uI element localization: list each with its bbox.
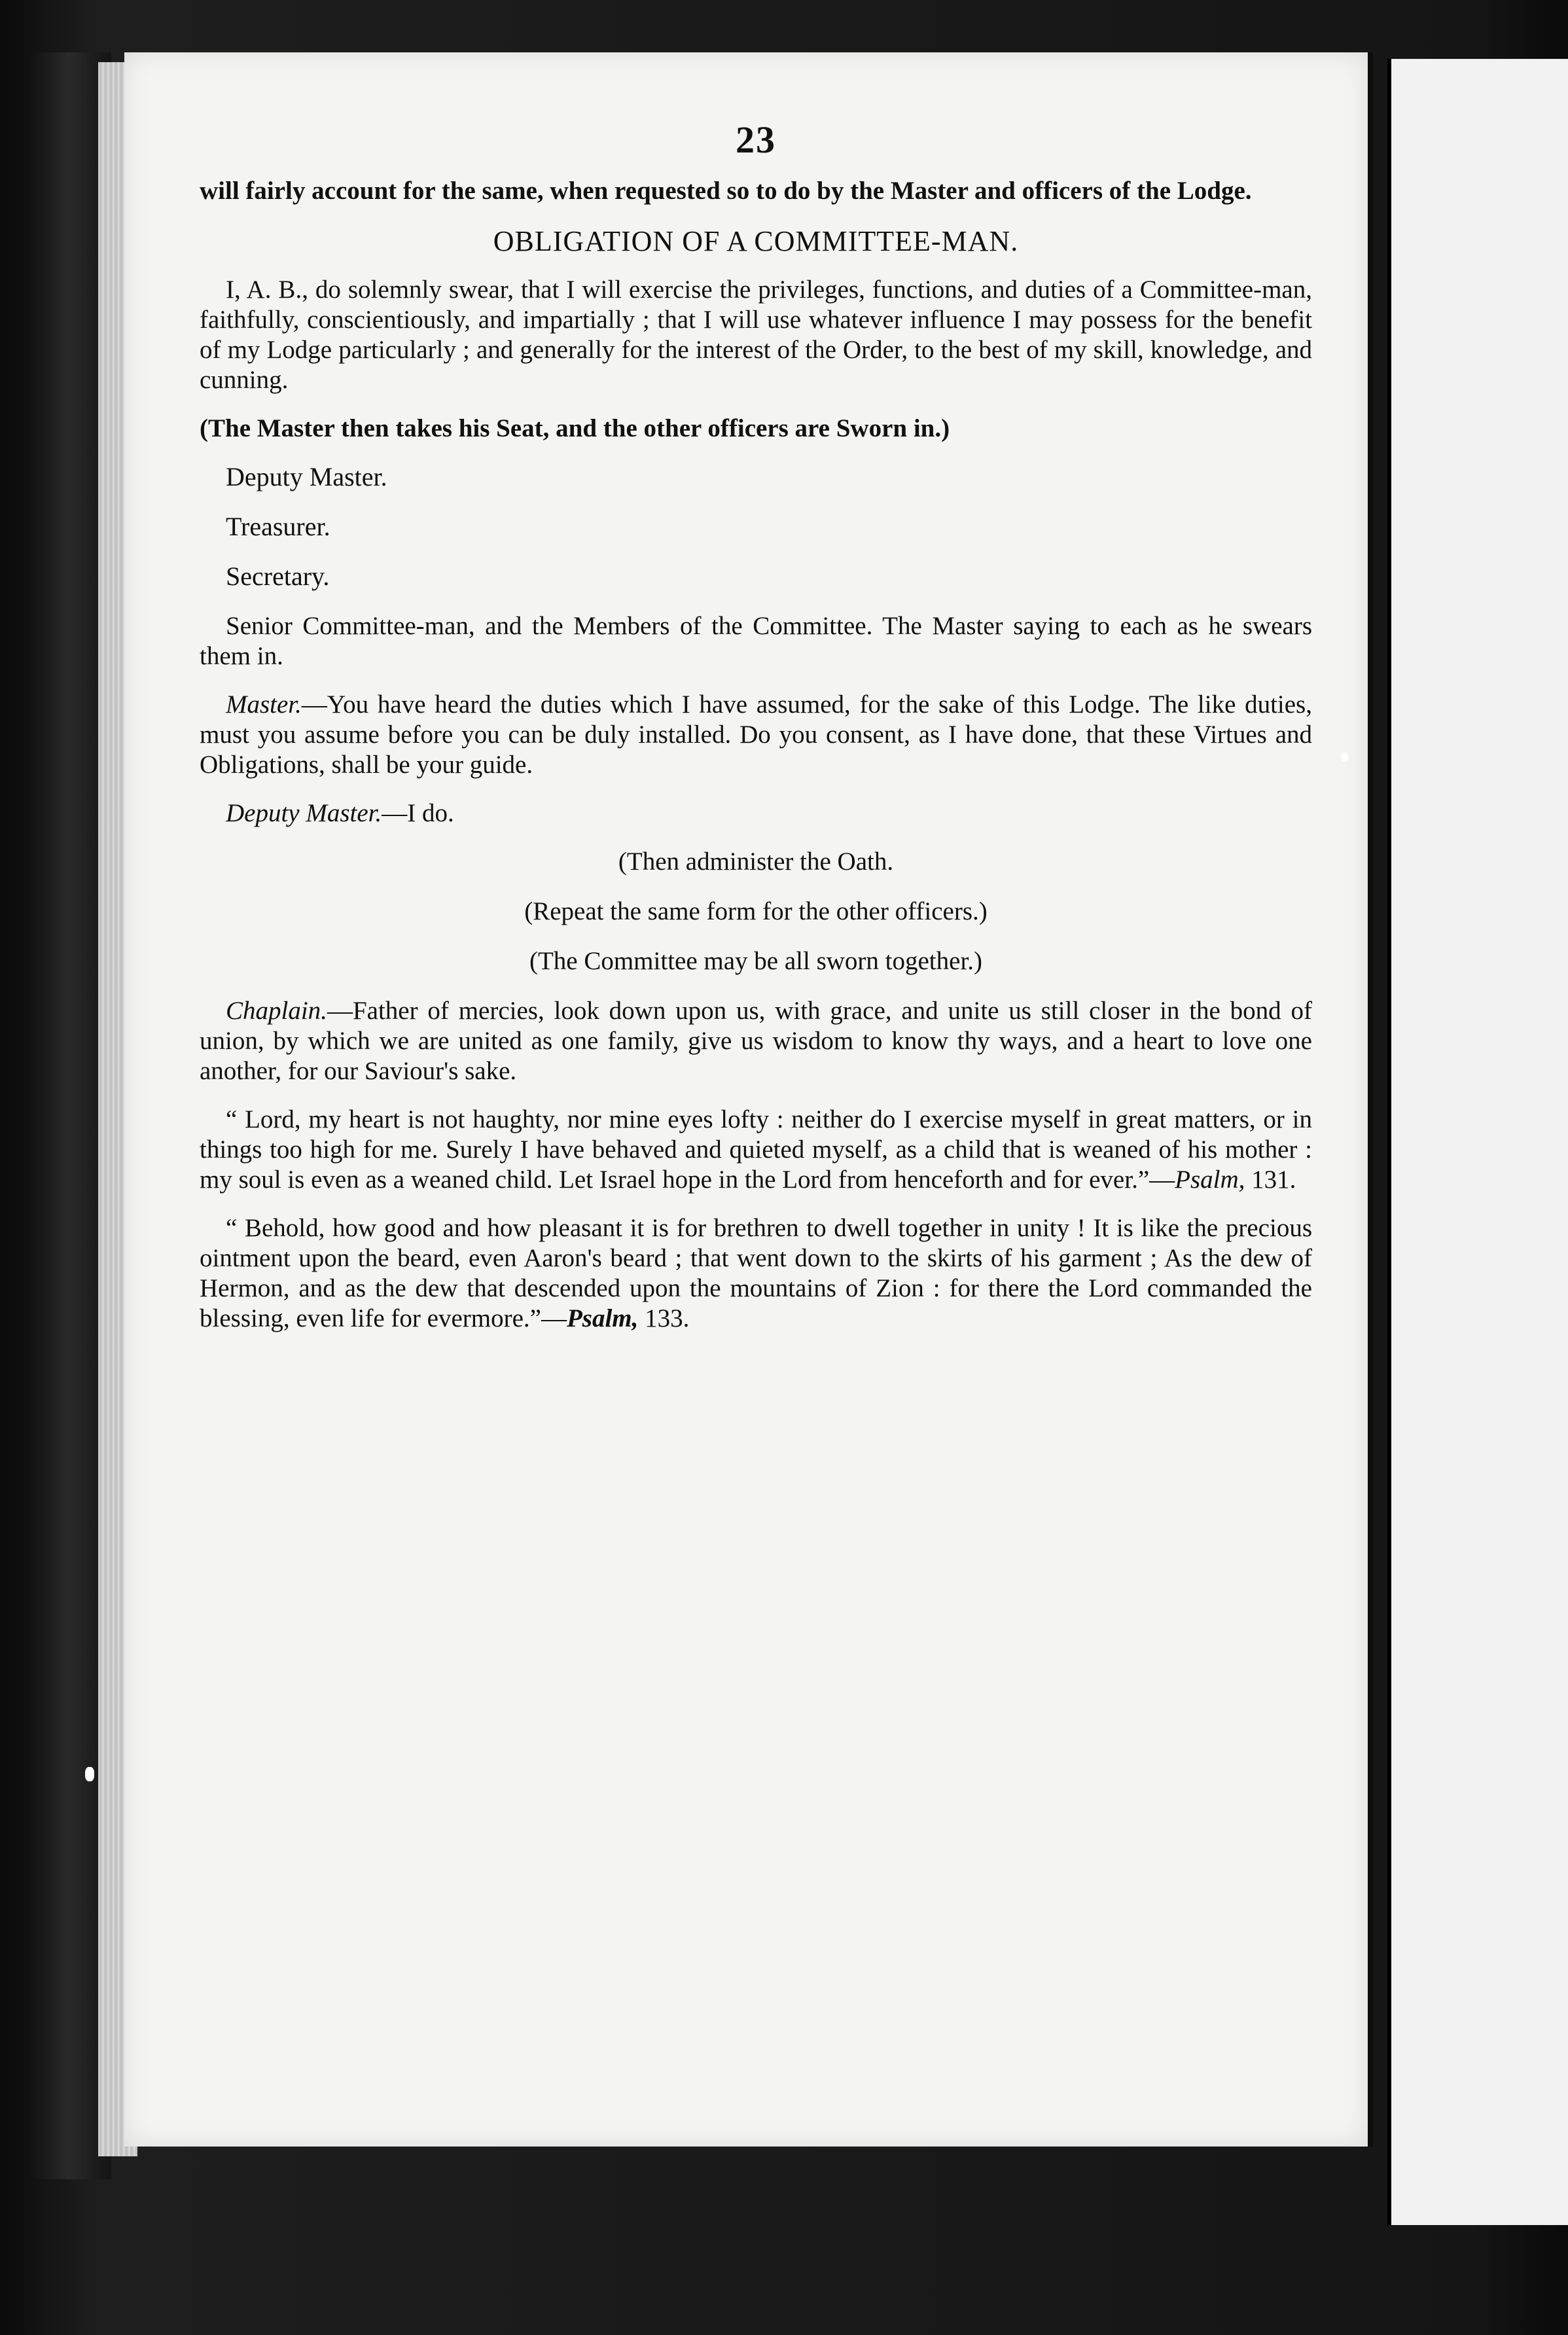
direction-administer-oath: (Then administer the Oath. xyxy=(618,847,894,876)
direction-committee-sworn: (The Committee may be all sworn together.) xyxy=(529,947,983,975)
officer-treasurer: Treasurer. xyxy=(226,512,330,541)
senior-committee-paragraph: Senior Committee-man, and the Members of the Committee. The Master saying to each as he swears them in. xyxy=(200,612,1312,670)
page-number: 23 xyxy=(736,118,776,161)
master-speech-text: —You have heard the duties which I have assumed, for the sake of this Lodge. The like duties, must you assume before you can be duly installed. Do you consent, as I have done, that these Virtues and Obligations, shall be your guide. xyxy=(200,690,1312,779)
officer-secretary: Secretary. xyxy=(226,561,330,591)
facing-page-edge xyxy=(1387,59,1568,2225)
speaker-master: Master. xyxy=(226,690,302,719)
master-speech-paragraph xyxy=(200,690,1312,780)
scan-blemish xyxy=(1342,753,1348,762)
psalm-133-number: 133. xyxy=(638,1304,690,1332)
deputy-reply-text: —I do. xyxy=(382,799,454,827)
page-content xyxy=(200,118,1312,1352)
psalm-131-number: 131. xyxy=(1245,1166,1296,1194)
opening-paragraph: will fairly account for the same, when requested so to do by the Master and officers of the Lodge. xyxy=(200,177,1252,205)
psalm-131-citation: Psalm, xyxy=(1175,1166,1245,1194)
speaker-chaplain: Chaplain. xyxy=(226,997,327,1025)
scan-blemish xyxy=(85,1767,94,1781)
psalm-131-paragraph xyxy=(200,1105,1312,1195)
oath-text: I, A. B., do solemnly swear, that I will exercise the privileges, functions, and duties of a Committee-man, faithfully, conscientiously, and impartially ; that I will use whatever influence I may possess for the benefit of my Lodge particularly ; and generally for the interest of the Order, to the best of my skill, knowledge, and cunning. xyxy=(200,276,1312,394)
stage-direction: (The Master then takes his Seat, and the other officers are Sworn in.) xyxy=(200,414,950,442)
deputy-reply-paragraph xyxy=(200,798,1312,829)
psalm-133-citation: Psalm, xyxy=(566,1304,639,1332)
section-heading: OBLIGATION OF A COMMITTEE-MAN. xyxy=(493,225,1019,257)
oath-paragraph xyxy=(200,275,1312,395)
speaker-deputy-master: Deputy Master. xyxy=(226,799,382,827)
psalm-133-text: “ Behold, how good and how pleasant it is for brethren to dwell together in unity ! It is like the precious ointment upon the beard, even Aaron's beard ; that went down to the skirts of his garment ; As the dew of Hermon, and as the dew that descended upon the mountains of Zion : for there the Lord commanded the blessing, even life for evermore.”— xyxy=(200,1214,1312,1332)
psalm-131-text: “ Lord, my heart is not haughty, nor mine eyes lofty : neither do I exercise myself in great matters, or in things too high for me. Surely I have behaved and quieted myself, as a child that is weaned of his mother : my soul is even as a weaned child. Let Israel hope in the Lord from henceforth and for ever.”— xyxy=(200,1105,1312,1194)
direction-repeat-form: (Repeat the same form for the other officers.) xyxy=(524,897,988,925)
officer-deputy-master: Deputy Master. xyxy=(226,462,387,491)
chaplain-prayer-paragraph xyxy=(200,996,1312,1086)
psalm-133-paragraph xyxy=(200,1213,1312,1334)
chaplain-prayer-text: —Father of mercies, look down upon us, with grace, and unite us still closer in the bond of union, by which we are united as one family, give us wisdom to know thy ways, and a heart to love one another, for our Saviour's sake. xyxy=(200,997,1312,1085)
